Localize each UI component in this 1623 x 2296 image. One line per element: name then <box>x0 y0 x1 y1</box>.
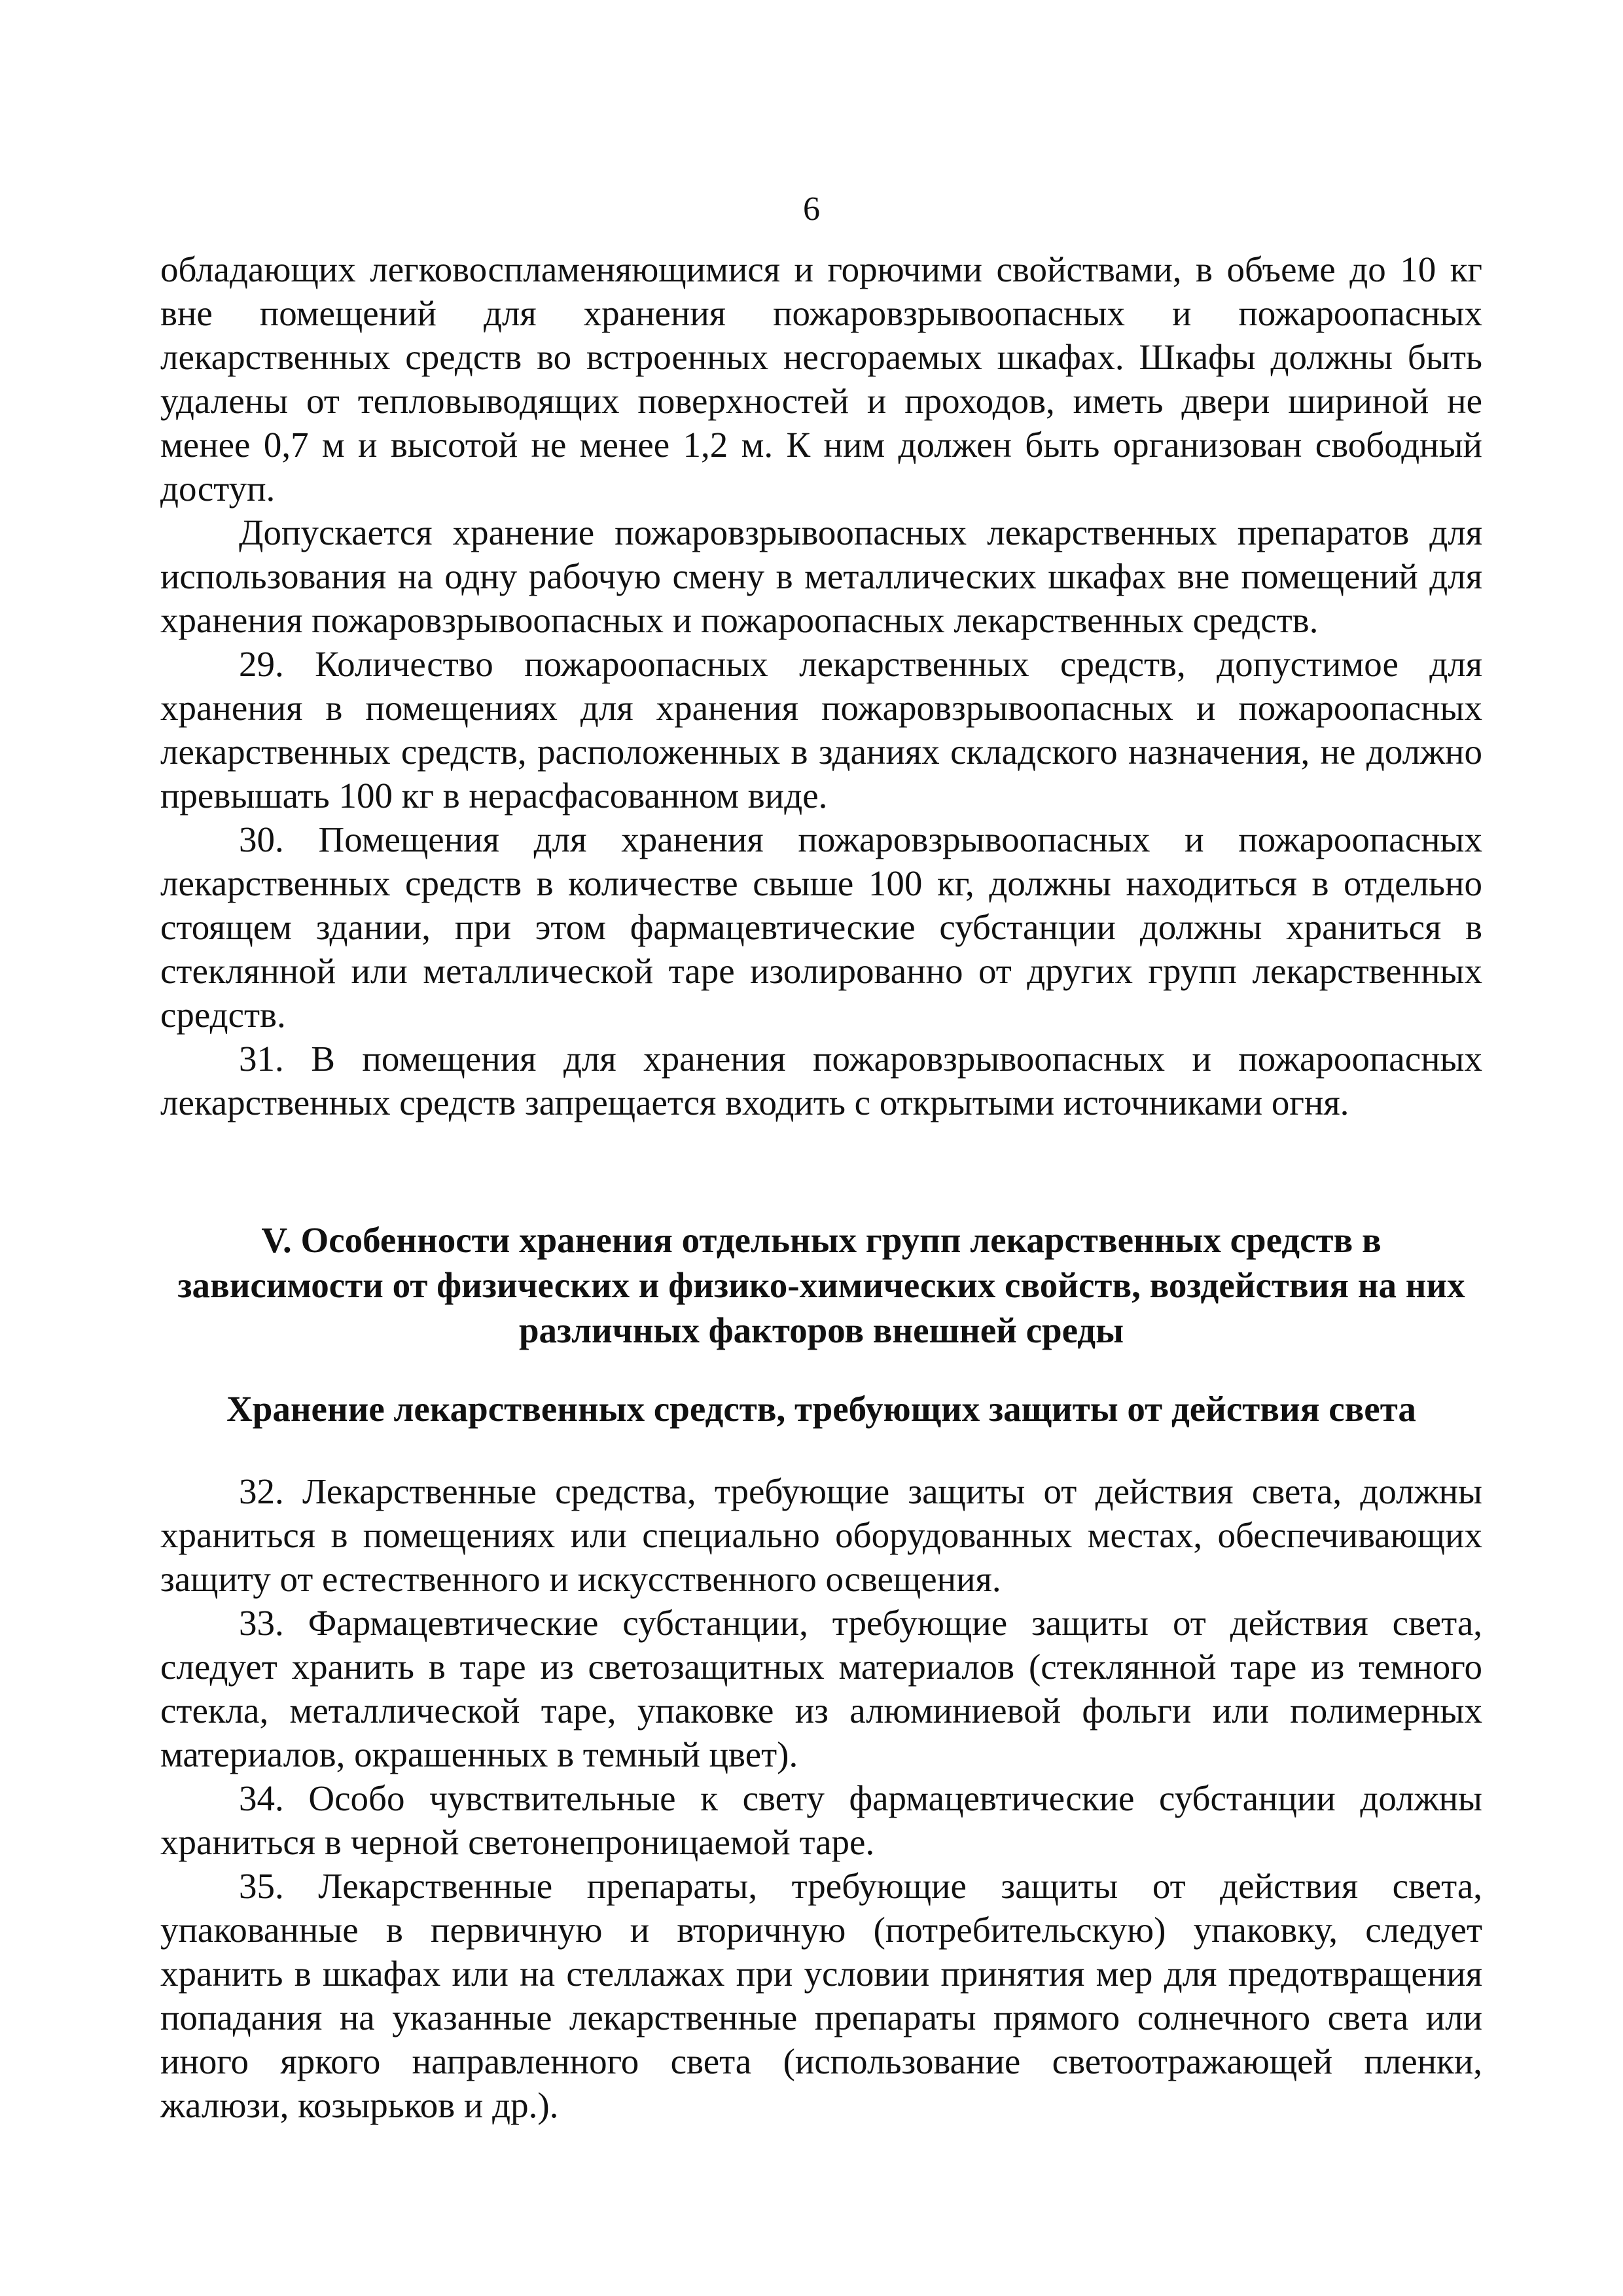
page-number: 6 <box>803 190 820 228</box>
paragraph-34: 34. Особо чувствительные к свету фармацевтические субстанции должны храниться в черной светонепроницаемой таре. <box>160 1778 1482 1862</box>
paragraph-30: 30. Помещения для хранения пожаровзрывоопасных и пожароопасных лекарственных средств в количестве свыше 100 кг, должны находиться в отдельно стоящем здании, при этом фармацевтические субстанции должны храниться в стеклянной или металлической таре изолированно от других групп лекарственных средств. <box>160 819 1482 1035</box>
sub-heading: Хранение лекарственных средств, требующих защиты от действия света <box>226 1389 1416 1429</box>
paragraph-29: 29. Количество пожароопасных лекарственных средств, допустимое для хранения в помещениях для хранения пожаровзрывоопасных и пожароопасных лекарственных средств, расположенных в зданиях складского назначения, не должно превышать 100 кг в нерасфасованном виде. <box>160 644 1482 816</box>
light-protection-block <box>160 1469 1482 2127</box>
paragraph-35: 35. Лекарственные препараты, требующие защиты от действия света, упакованные в первичную и вторичную (потребительскую) упаковку, следует хранить в шкафах или на стеллажах при условии принятия мер для предотвращения попадания на указанные лекарственные препараты прямого солнечного света или иного яркого направленного света (использование светоотражающей пленки, жалюзи, козырьков и др.). <box>160 1866 1482 2125</box>
paragraph-continuation: обладающих легковоспламеняющимися и горючими свойствами, в объеме до 10 кг вне помещений для хранения пожаровзрывоопасных и пожароопасных лекарственных средств во встроенных несгораемых шкафах. Шкафы должны быть удалены от тепловыводящих поверхностей и проходов, иметь двери шириной не менее 0,7 м и высотой не менее 1,2 м. К ним должен быть организован свободный доступ. <box>160 249 1482 509</box>
paragraph-32: 32. Лекарственные средства, требующие защиты от действия света, должны храниться в помещениях или специально оборудованных местах, обеспечивающих защиту от естественного и искусственного освещения. <box>160 1471 1482 1599</box>
section-heading: V. Особенности хранения отдельных групп лекарственных средств в зависимости от физических и физико-химических свойств, воздействия на них различных факторов внешней среды <box>177 1220 1465 1350</box>
paragraph-33: 33. Фармацевтические субстанции, требующие защиты от действия света, следует хранить в таре из светозащитных материалов (стеклянной таре из темного стекла, металлической таре, упаковке из алюминиевой фольги или полимерных материалов, окрашенных в темный цвет). <box>160 1603 1482 1774</box>
paragraph-31: 31. В помещения для хранения пожаровзрывоопасных и пожароопасных лекарственных средств запрещается входить с открытыми источниками огня. <box>160 1039 1482 1122</box>
continuation-block <box>160 247 1482 1124</box>
paragraph-permission: Допускается хранение пожаровзрывоопасных лекарственных препаратов для использования на одну рабочую смену в металлических шкафах вне помещений для хранения пожаровзрывоопасных и пожароопасных лекарственных средств. <box>160 512 1482 640</box>
